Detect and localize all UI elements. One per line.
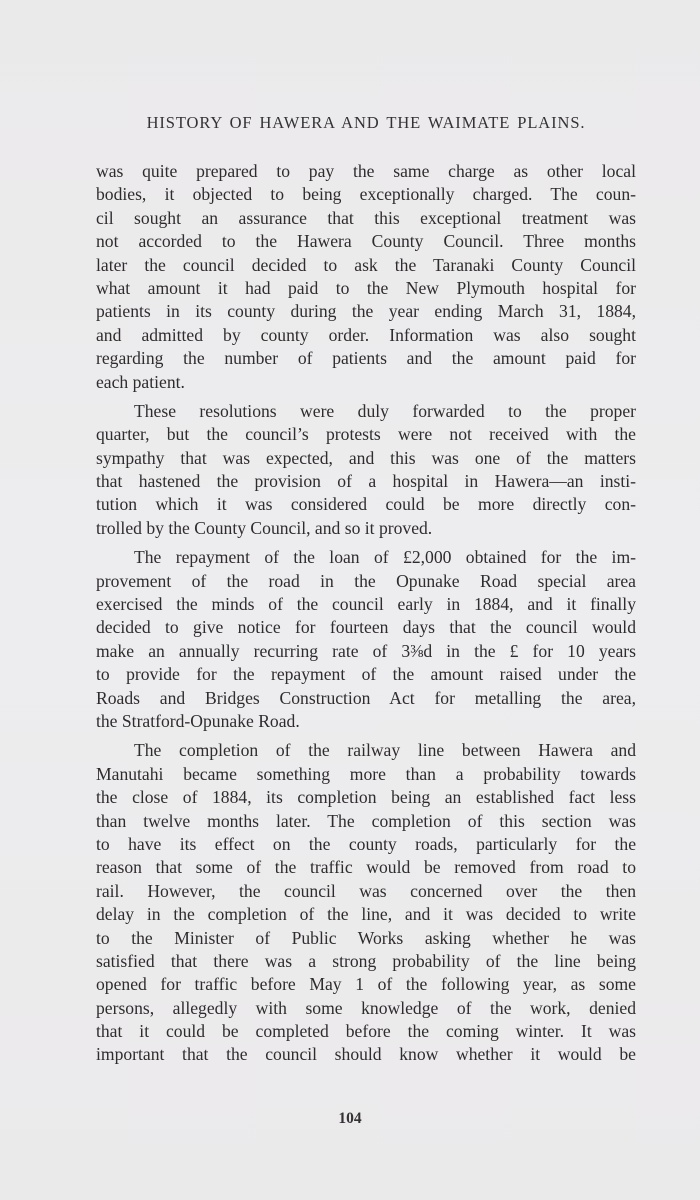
text-line: cil sought an assurance that this exceptional treatment was: [96, 207, 636, 228]
text-line: delay in the completion of the line, and it was decided to write: [96, 904, 636, 925]
text-line: each patient.: [96, 371, 185, 392]
text-line: than twelve months later. The completion of this section was: [96, 810, 636, 831]
text-line: regarding the number of patients and the amount paid for: [96, 348, 636, 369]
text-line: to the Minister of Public Works asking whether he was: [96, 927, 636, 948]
text-line: satisfied that there was a strong probability of the line being: [96, 950, 636, 971]
body-text: [96, 160, 636, 1067]
text-line: trolled by the County Council, and so it proved.: [96, 517, 433, 538]
text-line: quarter, but the council’s protests were not received with the: [96, 424, 636, 445]
paragraph-4: [96, 739, 636, 1066]
text-line: reason that some of the traffic would be removed from road to: [96, 857, 636, 878]
text-line: These resolutions were duly forwarded to the proper: [134, 400, 636, 421]
paragraph-2: [96, 400, 636, 540]
page-number: 104: [338, 1110, 362, 1127]
text-line: The repayment of the loan of £2,000 obtained for the im-: [134, 547, 636, 568]
text-line: what amount it had paid to the New Plymouth hospital for: [96, 277, 636, 298]
text-line: exercised the minds of the council early in 1884, and it finally: [96, 594, 636, 615]
text-line: was quite prepared to pay the same charge as other local: [96, 161, 636, 181]
text-line: Roads and Bridges Construction Act for metalling the area,: [96, 687, 636, 708]
text-line: bodies, it objected to being exceptionally charged. The coun-: [96, 184, 636, 205]
text-line: to provide for the repayment of the amount raised under the: [96, 664, 636, 685]
text-line: the Stratford-Opunake Road.: [96, 710, 300, 731]
text-line: make an annually recurring rate of 3⅜d in the £ for 10 years: [96, 640, 636, 661]
text-line: Manutahi became something more than a probability towards: [96, 763, 636, 784]
text-line: that it could be completed before the coming winter. It was: [96, 1021, 636, 1042]
text-line: not accorded to the Hawera County Council. Three months: [96, 231, 636, 252]
text-line: persons, allegedly with some knowledge of the work, denied: [96, 997, 636, 1018]
text-line: later the council decided to ask the Taranaki County Council: [96, 254, 636, 275]
text-line: the close of 1884, its completion being an established fact less: [96, 787, 636, 808]
paragraph-1: [96, 160, 636, 394]
text-line: rail. However, the council was concerned over the then: [96, 880, 636, 901]
text-line: that hastened the provision of a hospital in Hawera—an insti-: [96, 471, 636, 492]
running-head: HISTORY OF HAWERA AND THE WAIMATE PLAINS.: [146, 113, 586, 132]
text-line: decided to give notice for fourteen days that the council would: [96, 617, 636, 638]
text-line: to have its effect on the county roads, particularly for the: [96, 833, 636, 854]
text-line: The completion of the railway line between Hawera and: [134, 740, 636, 761]
text-line: important that the council should know whether it would be: [96, 1044, 636, 1065]
text-line: provement of the road in the Opunake Road special area: [96, 570, 636, 591]
text-line: and admitted by county order. Information was also sought: [96, 324, 636, 345]
text-line: patients in its county during the year ending March 31, 1884,: [96, 301, 636, 322]
text-line: opened for traffic before May 1 of the following year, as some: [96, 974, 636, 995]
paragraph-3: [96, 546, 636, 733]
text-line: sympathy that was expected, and this was one of the matters: [96, 447, 636, 468]
text-line: tution which it was considered could be more directly con-: [96, 494, 636, 515]
